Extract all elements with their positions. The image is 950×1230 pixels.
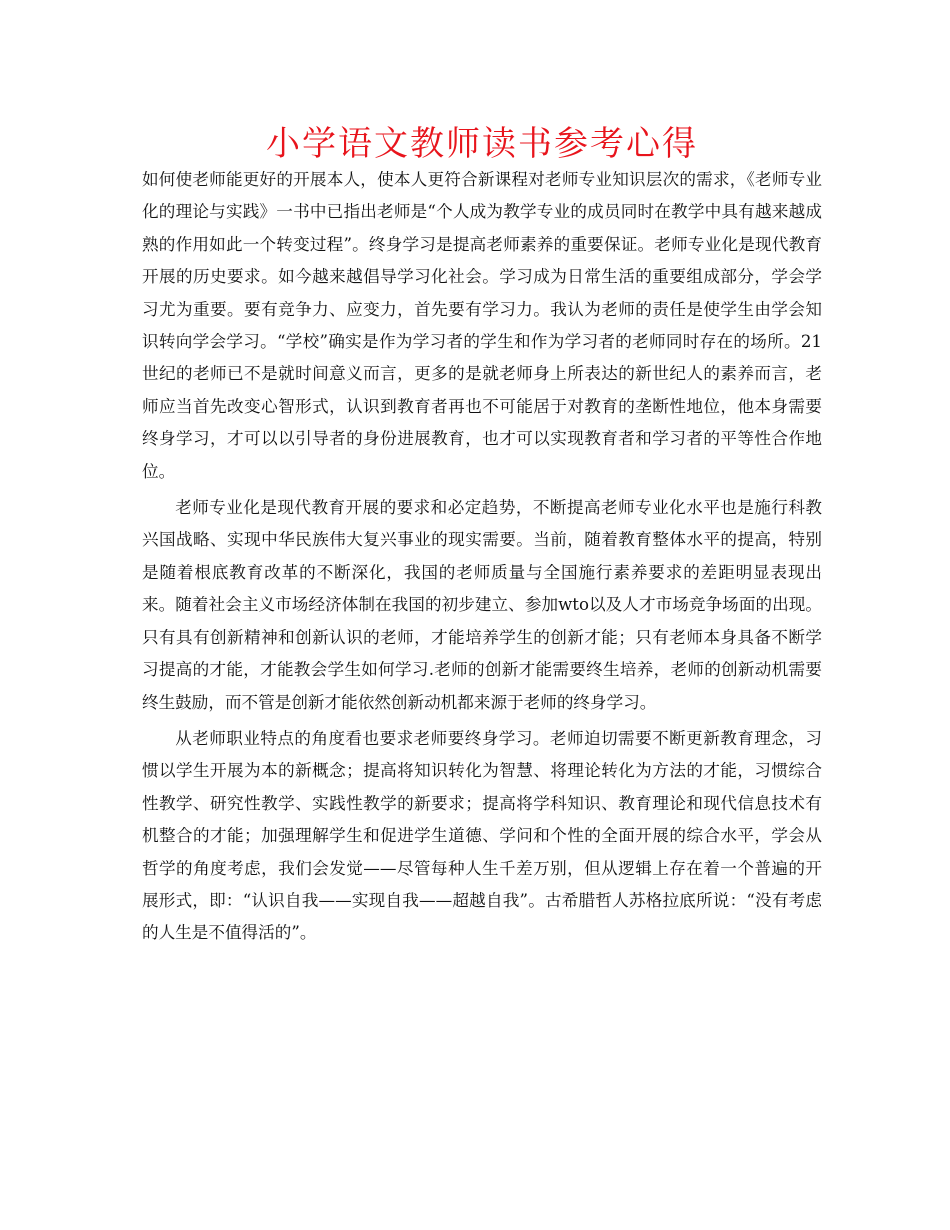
document-title: 小学语文教师读书参考心得 [266,124,698,164]
document-body [142,164,822,954]
paragraph-3: 从老师职业特点的角度看也要求老师要终身学习。老师迫切需要不断更新教育理念，习惯以学生开展为本的新概念；提高将知识转化为智慧、将理论转化为方法的才能，习惯综合性教学、研究性教学、实践性教学的新要求；提高将学科知识、教育理论和现代信息技术有机整合的才能；加强理解学生和促进学生道德、学问和个性的全面开展的综合水平，学会从哲学的角度考虑，我们会发觉——尽管每种人生千差万别，但从逻辑上存在着一个普遍的开展形式，即：“认识自我——实现自我——超越自我”。古希腊哲人苏格拉底所说：“没有考虑的人生是不值得活的”。 [142,728,822,943]
paragraph-2: 老师专业化是现代教育开展的要求和必定趋势，不断提高老师专业化水平也是施行科教兴国战略、实现中华民族伟大复兴事业的现实需要。当前，随着教育整体水平的提高，特别是随着根底教育改革的不断深化，我国的老师质量与全国施行素养要求的差距明显表现出来。随着社会主义市场经济体制在我国的初步建立、参加wto以及人才市场竞争场面的出现。只有具有创新精神和创新认识的老师，才能培养学生的创新才能；只有老师本身具备不断学习提高的才能，才能教会学生如何学习.老师的创新才能需要终生培养，老师的创新动机需要终生鼓励，而不管是创新才能依然创新动机都来源于老师的终身学习。 [142,498,822,712]
paragraph-1: 如何使老师能更好的开展本人，使本人更符合新课程对老师专业知识层次的需求，《老师专业化的理论与实践》一书中已指出老师是“个人成为教学专业的成员同时在教学中具有越来越成熟的作用如此一个转变过程”。终身学习是提高老师素养的重要保证。老师专业化是现代教育开展的历史要求。如今越来越倡导学习化社会。学习成为日常生活的重要组成部分，学会学习尤为重要。要有竞争力、应变力，首先要有学习力。我认为老师的责任是使学生由学会知识转向学会学习。“学校”确实是作为学习者的学生和作为学习者的老师同时存在的场所。21世纪的老师已不是就时间意义而言，更多的是就老师身上所表达的新世纪人的素养而言，老师应当首先改变心智形式，认识到教育者再也不可能居于对教育的垄断性地位，他本身需要终身学习，才可以以引导者的身份进展教育，也才可以实现教育者和学习者的平等性合作地位。 [142,170,822,481]
